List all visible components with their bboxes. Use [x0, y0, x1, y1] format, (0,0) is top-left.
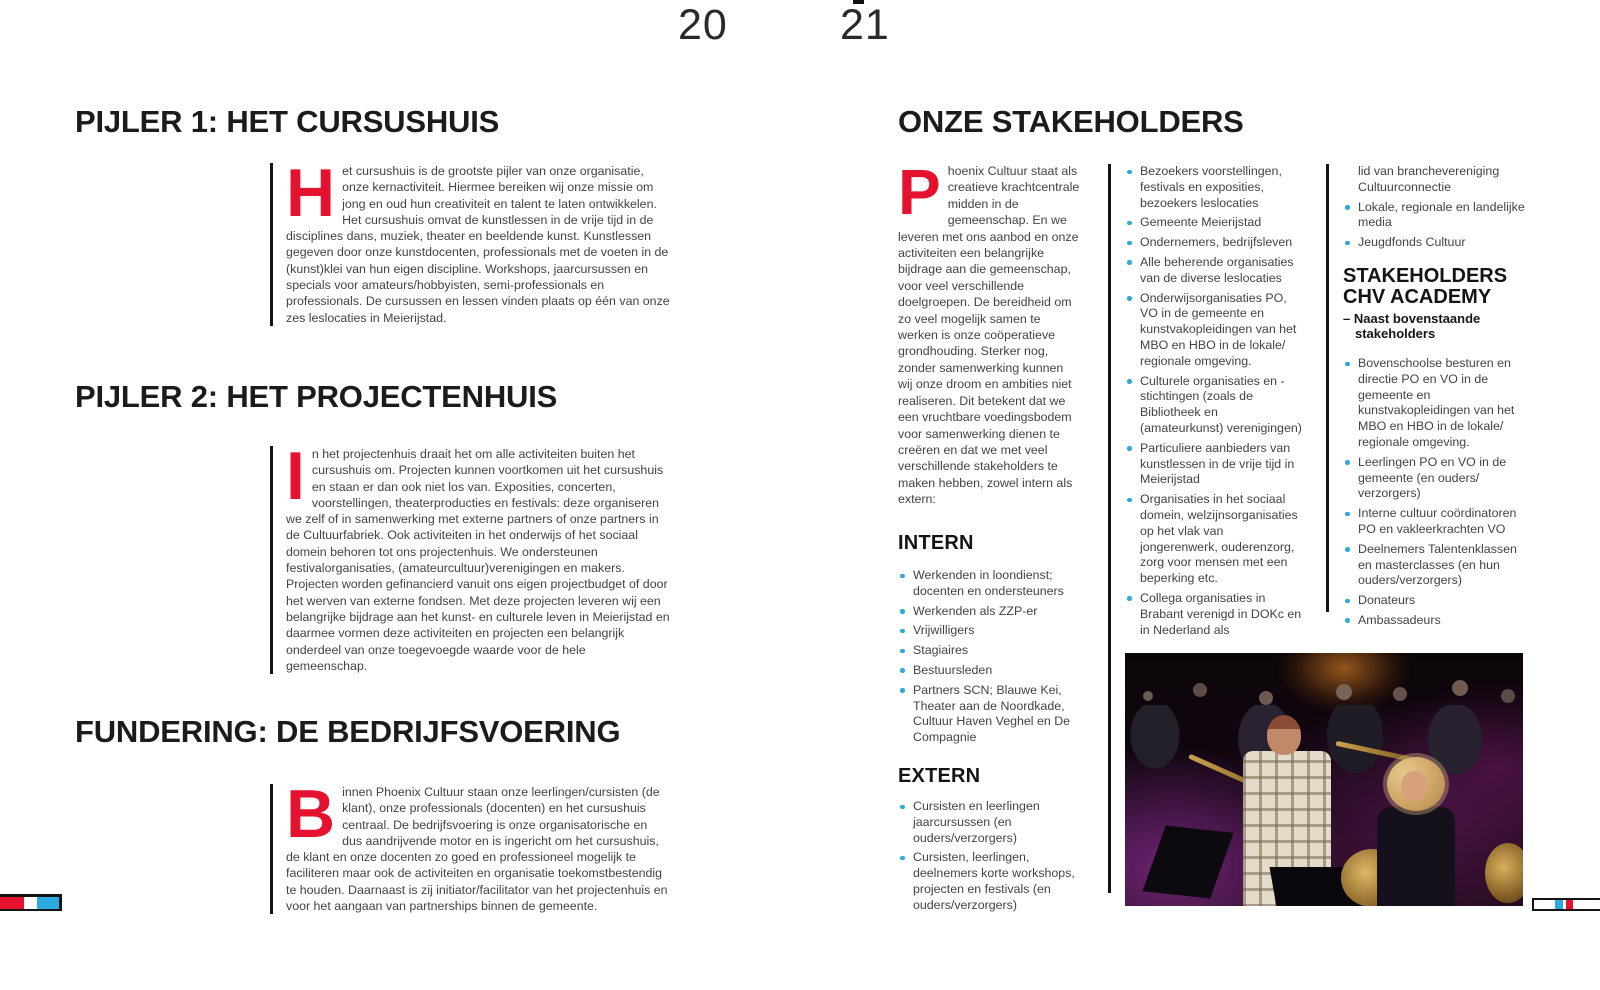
- list-item: Vrijwilligers: [898, 623, 1080, 639]
- performance-photo: [1125, 653, 1523, 906]
- list-item: Werkenden als ZZP-er: [898, 604, 1080, 620]
- cyan-swatch: [37, 897, 59, 909]
- list-item: Leerlingen PO en VO in de gemeente (en ouders/ verzorgers): [1343, 455, 1531, 502]
- page-color-mark-right: [1532, 898, 1600, 911]
- list-continuation-text: lid van branchevereniging Cultuurconnectie: [1358, 164, 1500, 194]
- list-item: Bestuursleden: [898, 663, 1080, 679]
- list-item: Organisaties in het sociaal domein, welzijnsorganisaties op het vlak van jongerenwerk, ouderenzorg, zorg voor mensen met een beperking etc.: [1125, 492, 1303, 587]
- list-item: Cursisten, leerlingen, deelnemers korte workshops, projecten en festivals (en ouders/verzorgers): [898, 850, 1080, 913]
- cyan-swatch: [1555, 900, 1563, 909]
- page-number-left: 20: [678, 1, 728, 49]
- list-item: Donateurs: [1343, 593, 1531, 609]
- list-item: Particuliere aanbieders van kunstlessen in de vrije tijd in Meierijstad: [1125, 441, 1303, 488]
- list-item: Bezoekers voorstellingen, festivals en exposities, bezoekers leslocaties: [1125, 164, 1303, 211]
- chv-subheading: – Naast bovenstaande stakeholders: [1343, 311, 1481, 341]
- photo-background-musicians: [1143, 691, 1153, 701]
- dropcap-letter: P: [898, 156, 941, 228]
- dropcap-letter: H: [286, 155, 336, 231]
- list-item: Onderwijsorganisaties PO, VO in de gemeente en kunstvakopleidingen van het MBO en HBO in de lokale/ regionale omgeving.: [1125, 291, 1303, 370]
- extern-list: [898, 799, 1080, 918]
- paragraph-cursushuis: [270, 155, 670, 326]
- media-list: [1343, 200, 1529, 251]
- chv-heading-line-1: STAKEHOLDERS: [1343, 265, 1508, 287]
- section-title-fundering: FUNDERING: DE BEDRIJFSVOERING: [75, 714, 621, 749]
- music-stand: [1142, 826, 1233, 899]
- list-item: Partners SCN; Blauwe Kei, Theater aan de Noordkade, Cultuur Haven Veghel en De Compagnie: [898, 683, 1080, 746]
- list-item: Stagiaires: [898, 643, 1080, 659]
- list-item: Jeugdfonds Cultuur: [1343, 235, 1529, 251]
- paragraph-projectenhuis: [270, 438, 670, 674]
- dropcap-letter: I: [286, 438, 305, 514]
- list-item: Interne cultuur coördinatoren PO en vakleerkrachten VO: [1343, 506, 1531, 538]
- paragraph-text: et cursushuis is de grootste pijler van onze organisatie, onze kernactiviteit. Hiermee bereiken wij onze missie om jong en oud hun creativiteit en talent te laten ontwikkelen. Het cursushuis omvat de kunstlessen in de vrije tijd in de disciplines dans, muziek, theater en beeldende kunst. Kunstlessen gegeven door onze kunstdocenten, professionals met de voeten in de (kunst)klei van hun eigen discipline. Workshops, jaarcursussen en specials voor amateurs/hobbyisten, semi-professionals en professionals. De cursussen en lessen vinden plaats op één van onze zes leslocaties in Meierijstad.: [286, 164, 670, 325]
- paragraph-text: hoenix Cultuur staat als creatieve krachtcentrale midden in de gemeenschap. En we leveren met ons aanbod en onze activiteiten een belangrijke bijdrage aan die gemeenschap, voor veel verschillende doelgroepen. De bereidheid om zo veel mogelijk samen te werken is onze coöperatieve grondhouding. Sterker nog, zonder samenwerking kunnen wij onze droom en ambities niet realiseren. Dit betekent dat we een vruchtbare voedingsbodem voor samenwerking dienen te creëren en dat we met veel verschillende stakeholders te maken hebben, zowel intern als extern:: [898, 164, 1080, 507]
- column-divider: [1108, 164, 1111, 893]
- list-item: Gemeente Meierijstad: [1125, 215, 1303, 231]
- chv-academy-heading: [1343, 266, 1533, 341]
- red-swatch: [1566, 900, 1573, 909]
- column-divider: [1326, 164, 1329, 612]
- intern-list: [898, 568, 1080, 750]
- paragraph-text: innen Phoenix Cultuur staan onze leerlingen/cursisten (de klant), onze professionals (docenten) en het cursushuis centraal. De bedrijfsvoering is onze organisatorische en dus aandrijvende motor en is ingericht om het cursushuis, de klant en onze docenten zo goed en professioneel mogelijk te faciliteren maar ook de activiteiten en organisatie toekomstbestendig te houden. Daarnaast is zij initiator/facilitator van het projectenhuis en voor het aangaan van partnerships binnen de gemeente.: [286, 785, 668, 914]
- stakeholders-list-continued: [1343, 164, 1529, 255]
- french-horn-bell: [1485, 843, 1523, 903]
- list-item: Alle beherende organisaties van de diverse leslocaties: [1125, 255, 1303, 287]
- section-title-stakeholders: ONZE STAKEHOLDERS: [898, 104, 1244, 139]
- intro-paragraph: [898, 156, 1080, 508]
- list-item: Culturele organisaties en -stichtingen (zoals de Bibliotheek en (amateurkunst) verenigingen): [1125, 374, 1303, 437]
- photo-musician-face: [1401, 771, 1427, 801]
- list-item: Ondernemers, bedrijfsleven: [1125, 235, 1303, 251]
- section-title-pijler-2: PIJLER 2: HET PROJECTENHUIS: [75, 379, 558, 414]
- page-number-right: 21: [840, 1, 890, 49]
- stakeholders-list: [1125, 164, 1303, 642]
- page-color-mark-left: [0, 894, 62, 911]
- heading-extern: EXTERN: [898, 765, 981, 787]
- white-swatch: [24, 897, 37, 909]
- red-swatch: [0, 897, 24, 909]
- heading-intern: INTERN: [898, 532, 974, 554]
- section-title-pijler-1: PIJLER 1: HET CURSUSHUIS: [75, 104, 500, 139]
- paragraph-text: n het projectenhuis draait het om alle activiteiten buiten het cursushuis om. Projecten kunnen voortkomen uit het cursushuis en staan er dan ook niet los van. Exposities, concerten, voorstellingen, theaterproducties en festivals: deze organiseren we zelf of in samenwerking met externe partners of onze partners in de Cultuurfabriek. Ook activiteiten in het onderwijs of het sociaal domein behoren tot ons projectenhuis. We ondersteunen festivalorganisaties, (amateurcultuur)verenigingen en makers. Projecten worden gefinancierd vanuit ons eigen projectbudget of door het werven van externe fondsen. Met deze projecten leveren wij een belangrijke bijdrage aan het kunst- en culturele leven in Meierijstad en daarmee vormen deze activiteiten en projecten een belangrijk onderdeel van onze toegevoegde waarde voor de hele gemeenschap.: [286, 447, 670, 673]
- list-item: Collega organisaties in Brabant verenigd in DOKc en in Nederland als: [1125, 591, 1303, 638]
- photo-musician-dark-top: [1377, 807, 1455, 906]
- chv-heading-line-2: CHV ACADEMY: [1343, 286, 1492, 308]
- paragraph-bedrijfsvoering: [270, 776, 670, 914]
- chv-academy-list: [1343, 356, 1531, 633]
- list-item: Werkenden in loondienst; docenten en ondersteuners: [898, 568, 1080, 600]
- list-item: Lokale, regionale en landelijke media: [1343, 200, 1529, 232]
- photo-musician-head: [1267, 715, 1301, 755]
- dropcap-letter: B: [286, 776, 336, 852]
- list-item: Cursisten en leerlingen jaarcursussen (en ouders/verzorgers): [898, 799, 1080, 846]
- list-item: Bovenschoolse besturen en directie PO en VO in de gemeente en kunstvakopleidingen van het MBO en HBO in de lokale/ regionale omgeving.: [1343, 356, 1531, 451]
- list-item: Ambassadeurs: [1343, 613, 1531, 629]
- list-item: Deelnemers Talentenklassen en masterclasses (en hun ouders/verzorgers): [1343, 542, 1531, 589]
